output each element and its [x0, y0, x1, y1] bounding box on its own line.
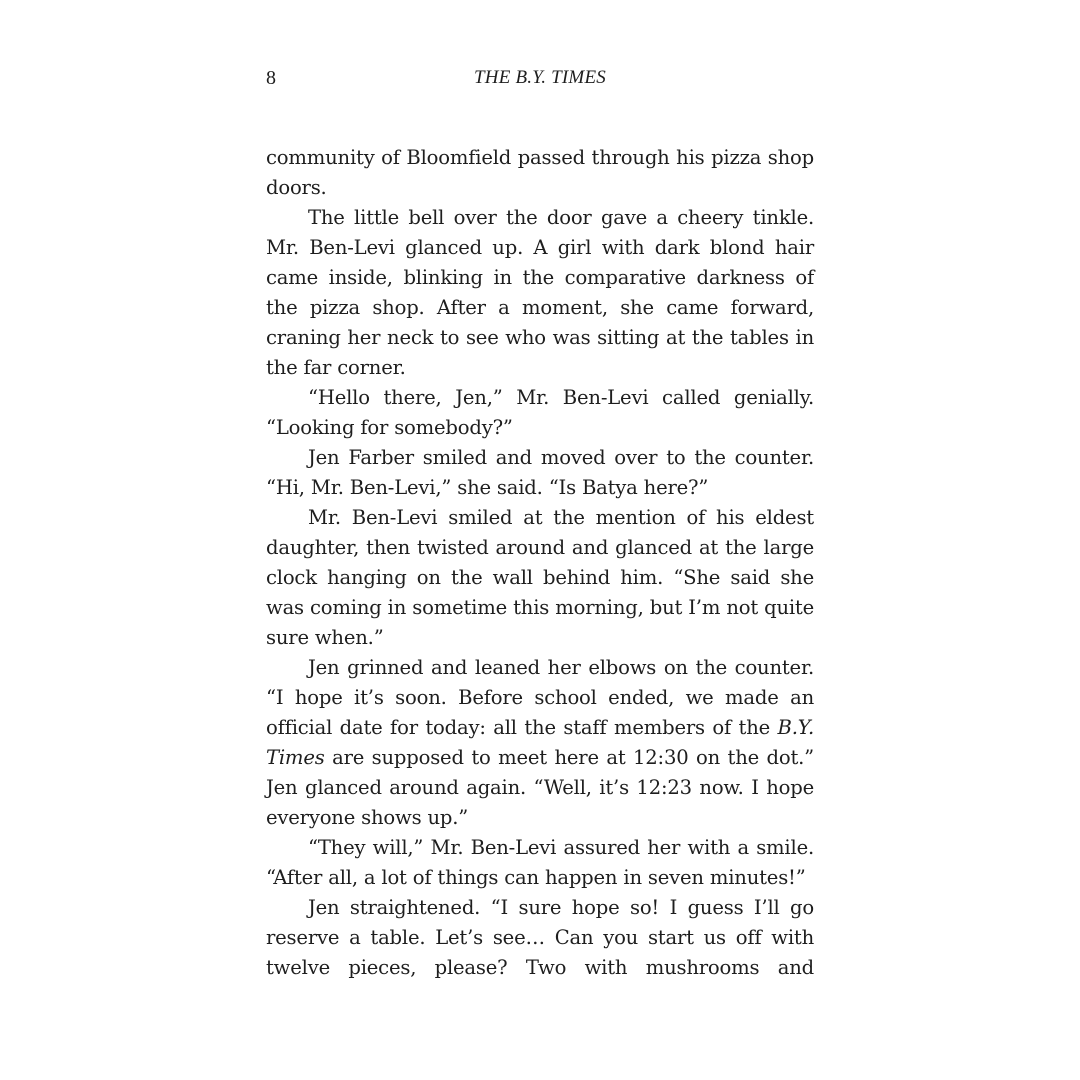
page-number: 8	[266, 67, 276, 89]
paragraph: “They will,” Mr. Ben-Levi assured her with a smile. “After all, a lot of things can happen in seven minutes!”	[266, 836, 814, 889]
newspaper-title: B.Y. Times	[266, 716, 814, 769]
paragraph: The little bell over the door gave a cheery tinkle. Mr. Ben-Levi glanced up. A girl with dark blond hair came inside, blinking in the comparative darkness of the pizza shop. After a moment, she came forward, craning her neck to see who was sitting at the tables in the far corner.	[266, 206, 814, 379]
paragraph	[266, 653, 814, 833]
paragraph: “Hello there, Jen,” Mr. Ben-Levi called genially. “Looking for somebody?”	[266, 386, 814, 439]
paragraph: Mr. Ben-Levi smiled at the mention of his eldest daughter, then twisted around and glanced at the large clock hanging on the wall behind him. “She said she was coming in sometime this morning, but I’m not quite sure when.”	[266, 506, 814, 649]
paragraph-continued: community of Bloomfield passed through his pizza shop doors.	[266, 146, 814, 199]
book-page	[266, 0, 814, 1080]
book-title: THE B.Y. TIMES	[474, 67, 606, 88]
paragraph-text: Jen grinned and leaned her elbows on the counter. “I hope it’s soon. Before school ended, we made an official date for today: all the staff members of the	[266, 656, 814, 739]
paragraph-continues: Jen straightened. “I sure hope so! I guess I’ll go reserve a table. Let’s see… Can you start us off with twelve pieces, please? Two with mushrooms and	[266, 896, 814, 979]
paragraph-text: are supposed to meet here at 12:30 on the dot.” Jen glanced around again. “Well, it’s 12:23 now. I hope everyone shows up.”	[266, 746, 814, 829]
paragraph: Jen Farber smiled and moved over to the counter. “Hi, Mr. Ben-Levi,” she said. “Is Batya here?”	[266, 446, 814, 499]
body-text	[266, 143, 814, 983]
running-head	[266, 64, 814, 92]
